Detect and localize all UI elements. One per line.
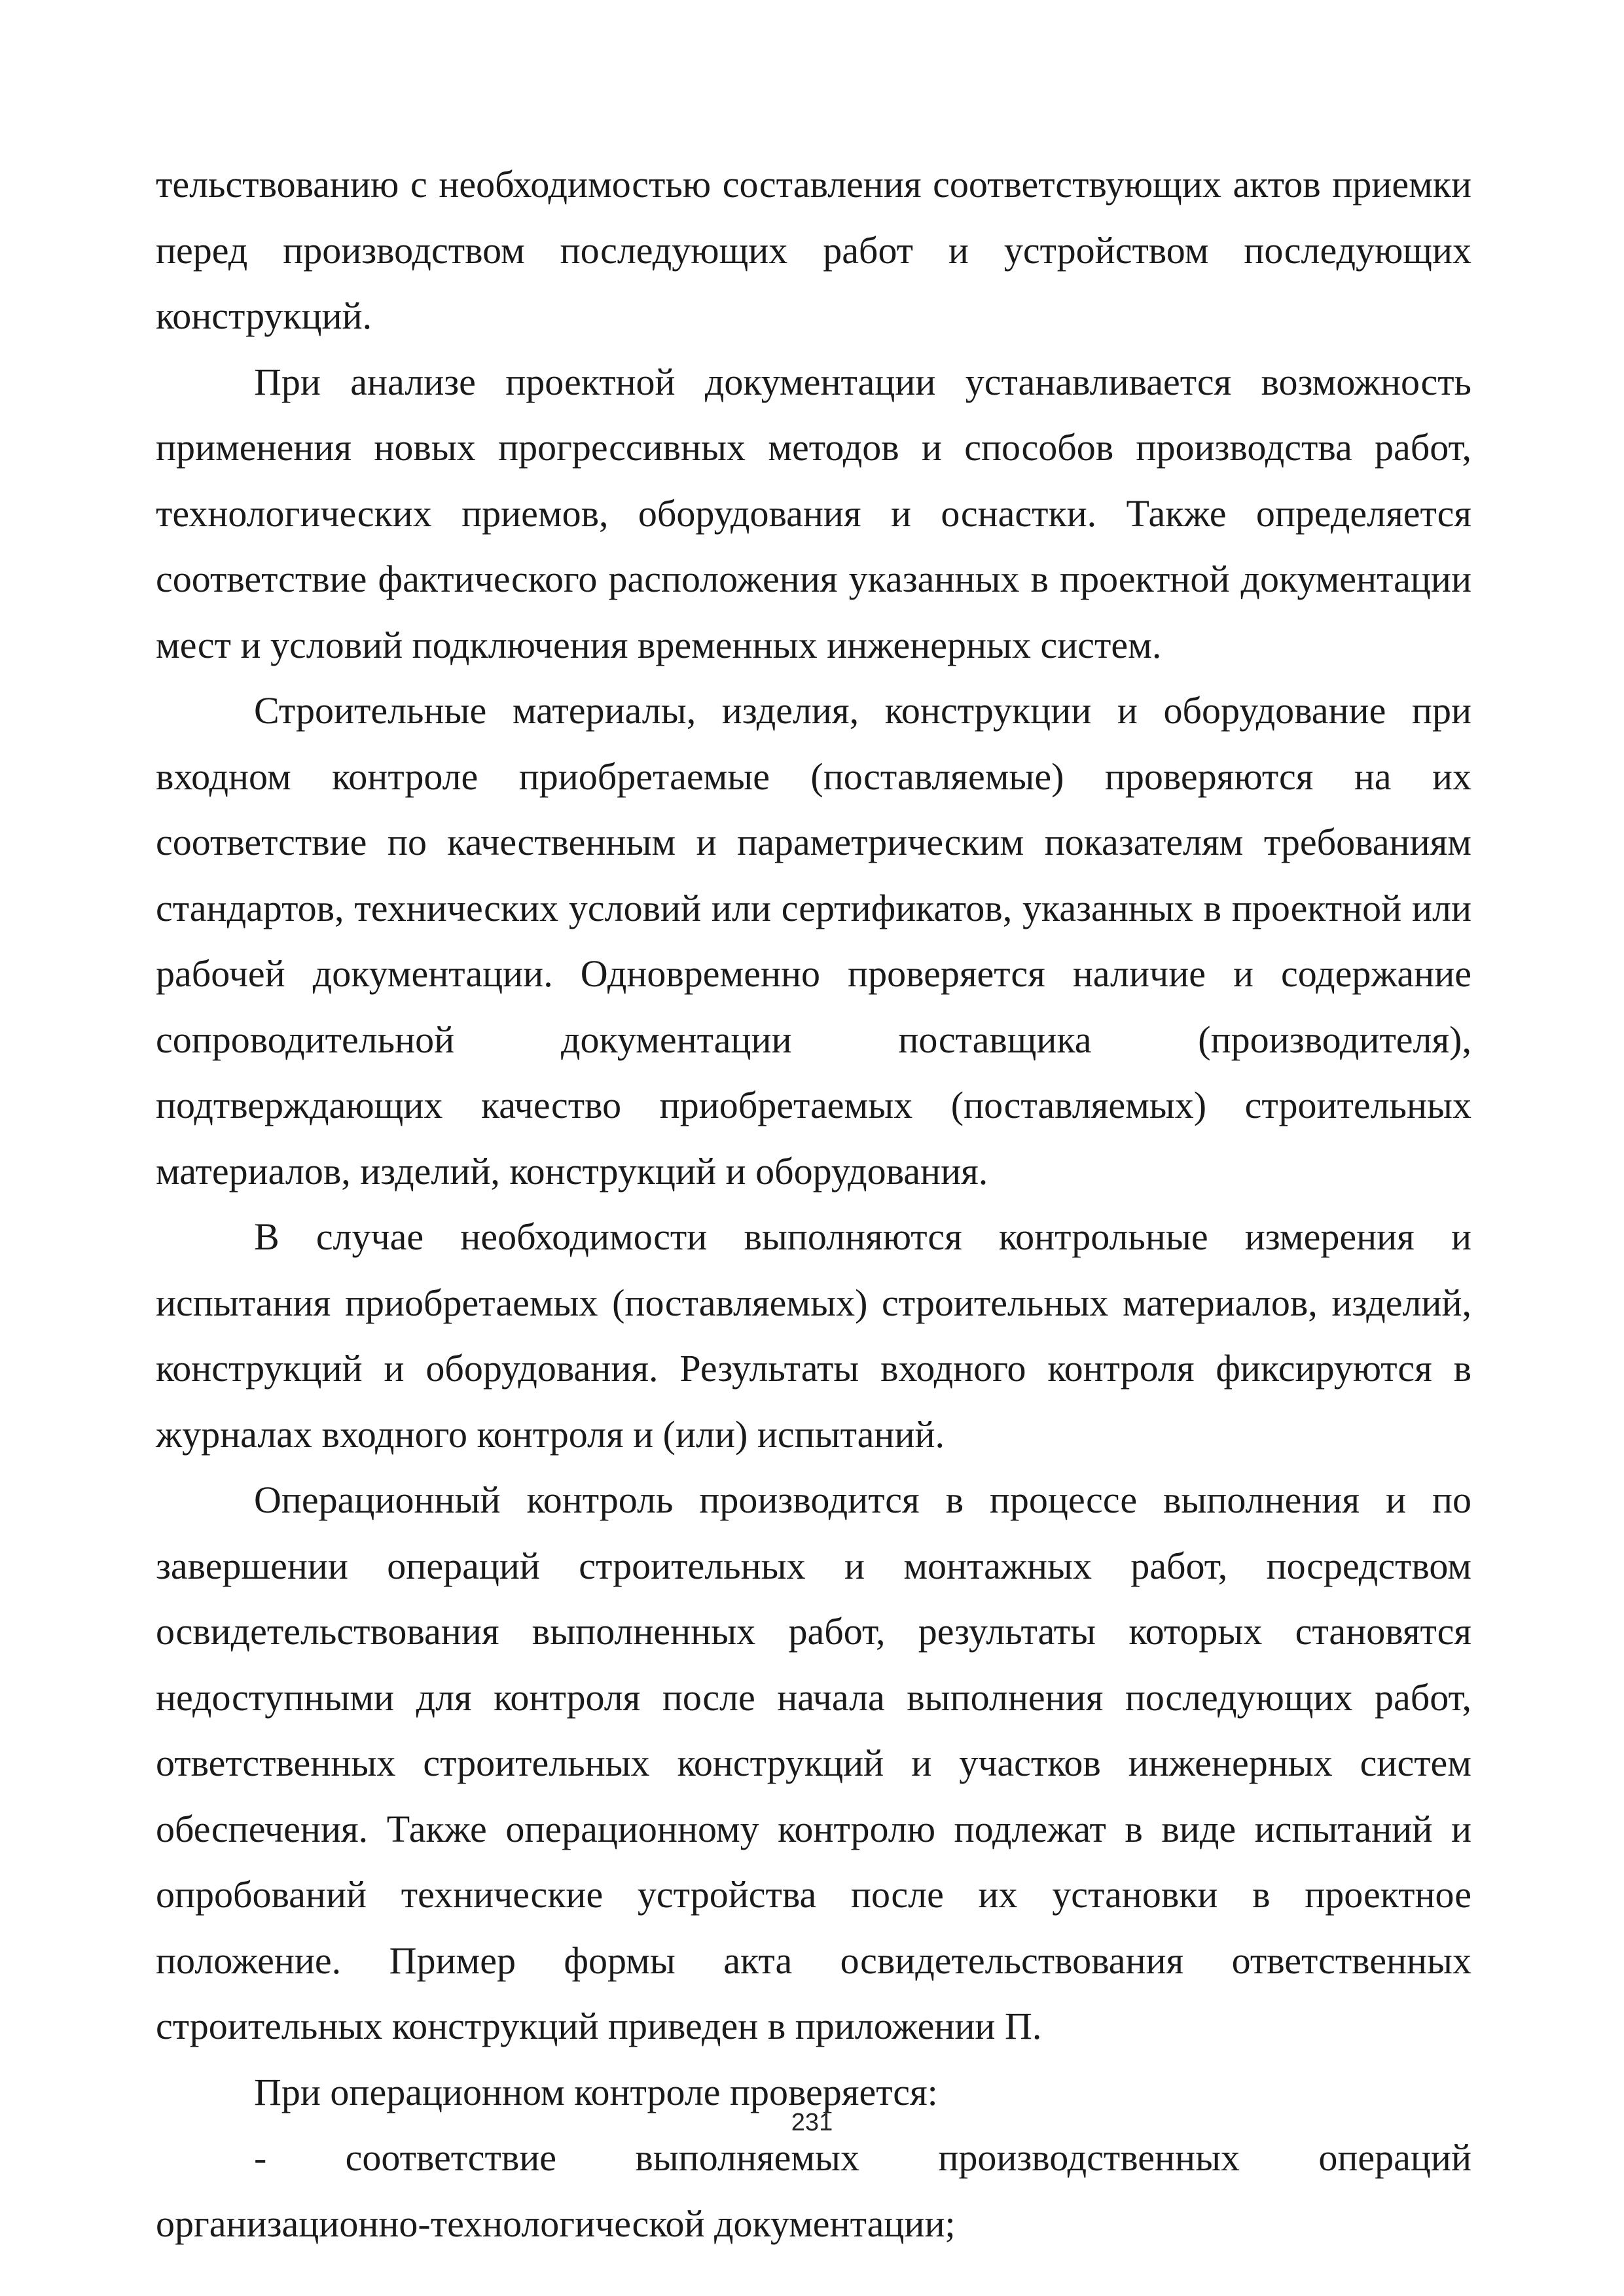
paragraph-continuation: тельствованию с необходимостью составления соответствующих актов приемки перед производством последующих работ и устройством последующих конструкций. xyxy=(156,163,1471,337)
paragraph-list-item-compliance: - соответствие выполняемых производственных операций организационно-технологической документации; xyxy=(156,2136,1471,2245)
paragraph-incoming-control: Строительные материалы, изделия, конструкции и оборудование при входном контроле приобретаемые (поставляемые) проверяются на их соответствие по качественным и параметрическим показателям требованиям стандартов, технических условий или сертификатов, указанных в проектной или рабочей документации. Одновременно проверяется наличие и содержание сопроводительной документации поставщика (производителя), подтверждающих качество приобретаемых (поставляемых) строительных материалов, изделий, конструкций и оборудования. xyxy=(156,689,1471,1193)
paragraph-operational-control: Операционный контроль производится в процессе выполнения и по завершении операций строительных и монтажных работ, посредством освидетельствования выполненных работ, результаты которых становятся недоступными для контроля после начала выполнения последующих работ, ответственных строительных конструкций и участков инженерных систем обеспечения. Также операционному контролю подлежат в виде испытаний и опробований технические устройства после их установки в проектное положение. Пример формы акта освидетельствования ответственных строительных конструкций приведен в приложении П. xyxy=(156,1479,1471,2047)
document-page xyxy=(156,152,1471,2257)
paragraph-project-analysis: При анализе проектной документации устанавливается возможность применения новых прогрессивных методов и способов производства работ, технологических приемов, оборудования и оснастки. Также определяется соответствие фактического расположения указанных в проектной документации мест и условий подключения временных инженерных систем. xyxy=(156,360,1471,666)
paragraph-control-measurements: В случае необходимости выполняются контрольные измерения и испытания приобретаемых (поставляемых) строительных материалов, изделий, конструкций и оборудования. Результаты входного контроля фиксируются в журналах входного контроля и (или) испытаний. xyxy=(156,1215,1471,1456)
paragraph-operational-checks-intro: При операционном контроле проверяется: xyxy=(254,2070,938,2113)
page-number: 231 xyxy=(791,2109,833,2136)
